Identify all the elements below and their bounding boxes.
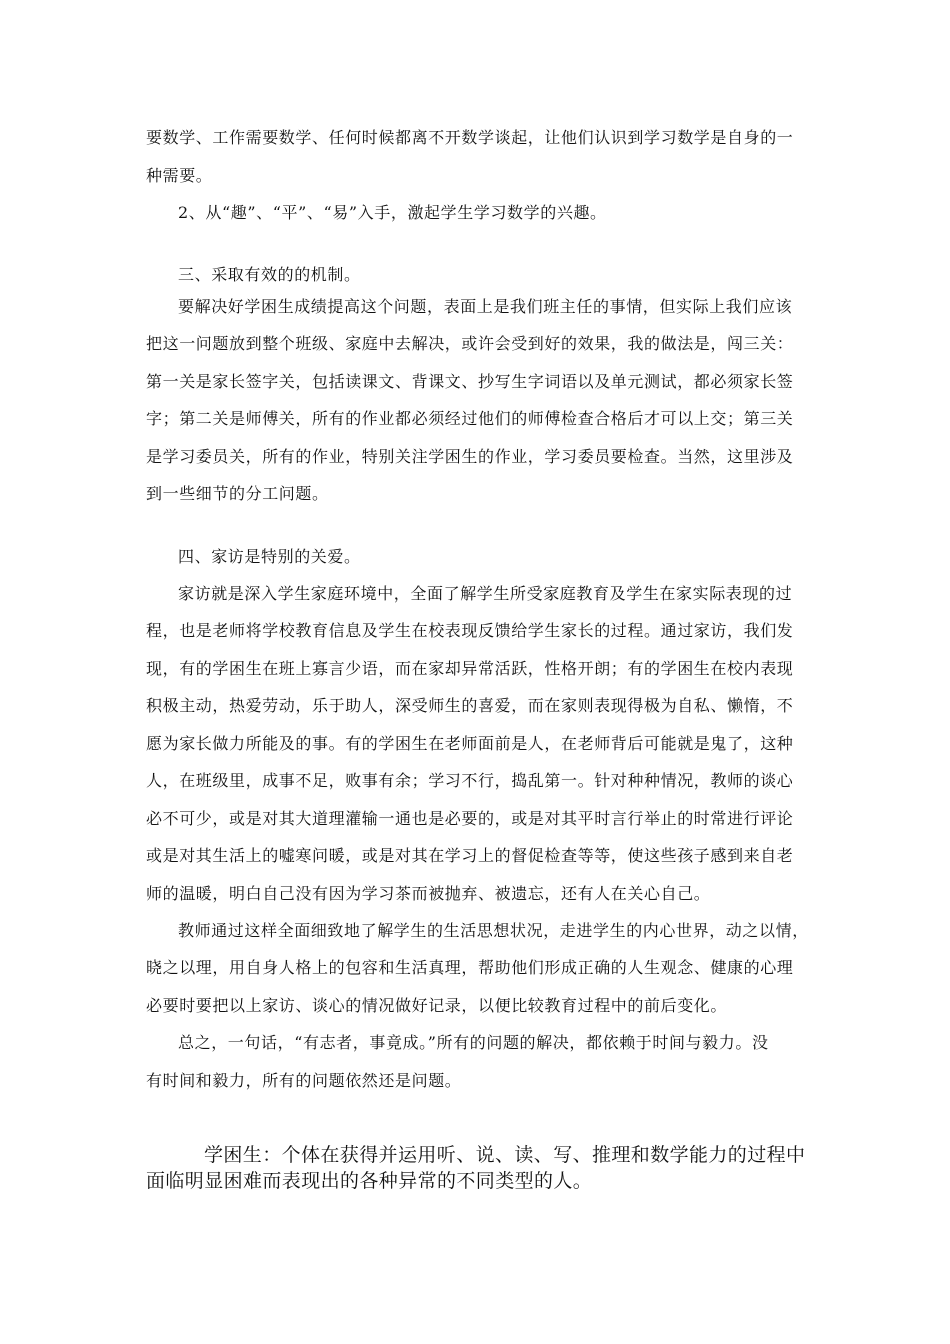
paragraph-line: 有时间和毅力，所有的问题依然还是问题。 bbox=[146, 1071, 462, 1090]
definition-line: 面临明显困难而表现出的各种异常的不同类型的人。 bbox=[146, 1170, 593, 1192]
paragraph-line: 家访就是深入学生家庭环境中，全面了解学生所受家庭教育及学生在家实际表现的过 bbox=[178, 584, 793, 603]
paragraph-line: 2、从“趣”、“平”、“易”入手，激起学生学习数学的兴趣。 bbox=[178, 203, 607, 222]
paragraph-line: 要解决好学困生成绩提高这个问题，表面上是我们班主任的事情，但实际上我们应该 bbox=[178, 297, 793, 316]
paragraph-line: 人，在班级里，成事不足，败事有余；学习不行，捣乱第一。针对种种情况，教师的谈心 bbox=[146, 771, 794, 790]
paragraph-line: 教师通过这样全面细致地了解学生的生活思想状况，走进学生的内心世界，动之以情， bbox=[178, 921, 809, 940]
paragraph-line: 积极主动，热爱劳动，乐于助人，深受师生的喜爱，而在家则表现得极为自私、懒惰，不 bbox=[146, 696, 794, 715]
paragraph-line: 程，也是老师将学校教育信息及学生在校表现反馈给学生家长的过程。通过家访，我们发 bbox=[146, 621, 794, 640]
paragraph-line: 字；第二关是师傅关，所有的作业都必须经过他们的师傅检查合格后才可以上交；第三关 bbox=[146, 409, 794, 428]
paragraph-line: 到一些细节的分工问题。 bbox=[146, 484, 329, 503]
paragraph-line: 种需要。 bbox=[146, 166, 213, 185]
paragraph-line: 愿为家长做力所能及的事。有的学困生在老师面前是人，在老师背后可能就是鬼了，这种 bbox=[146, 734, 794, 753]
paragraph-line: 把这一问题放到整个班级、家庭中去解决，或许会受到好的效果，我的做法是，闯三关： bbox=[146, 334, 794, 353]
paragraph-line: 第一关是家长签字关，包括读课文、背课文、抄写生字词语以及单元测试，都必须家长签 bbox=[146, 372, 794, 391]
section-heading: 四、家访是特别的关爱。 bbox=[178, 547, 361, 566]
paragraph-line: 必要时要把以上家访、谈心的情况做好记录，以便比较教育过程中的前后变化。 bbox=[146, 996, 728, 1015]
paragraph-line: 师的温暖，明白自己没有因为学习茶而被抛弃、被遗忘，还有人在关心自己。 bbox=[146, 884, 711, 903]
paragraph-line: 必不可少，或是对其大道理灌输一通也是必要的，或是对其平时言行举止的时常进行评论 bbox=[146, 809, 794, 828]
paragraph-line: 总之，一句话，“有志者，事竟成。”所有的问题的解决，都依赖于时间与毅力。没 bbox=[178, 1033, 769, 1052]
paragraph-line: 要数学、工作需要数学、任何时候都离不开数学谈起，让他们认识到学习数学是自身的一 bbox=[146, 128, 794, 147]
paragraph-line: 或是对其生活上的嘘寒问暖，或是对其在学习上的督促检查等等，使这些孩子感到来自老 bbox=[146, 846, 794, 865]
section-heading: 三、采取有效的的机制。 bbox=[178, 265, 361, 284]
paragraph-line: 现，有的学困生在班上寡言少语，而在家却异常活跃，性格开朗；有的学困生在校内表现 bbox=[146, 659, 794, 678]
definition-line: 学困生：个体在获得并运用听、说、读、写、推理和数学能力的过程中 bbox=[204, 1144, 806, 1166]
paragraph-line: 晓之以理，用自身人格上的包容和生活真理，帮助他们形成正确的人生观念、健康的心理 bbox=[146, 958, 794, 977]
paragraph-line: 是学习委员关，所有的作业，特别关注学困生的作业，学习委员要检查。当然，这里涉及 bbox=[146, 447, 794, 466]
